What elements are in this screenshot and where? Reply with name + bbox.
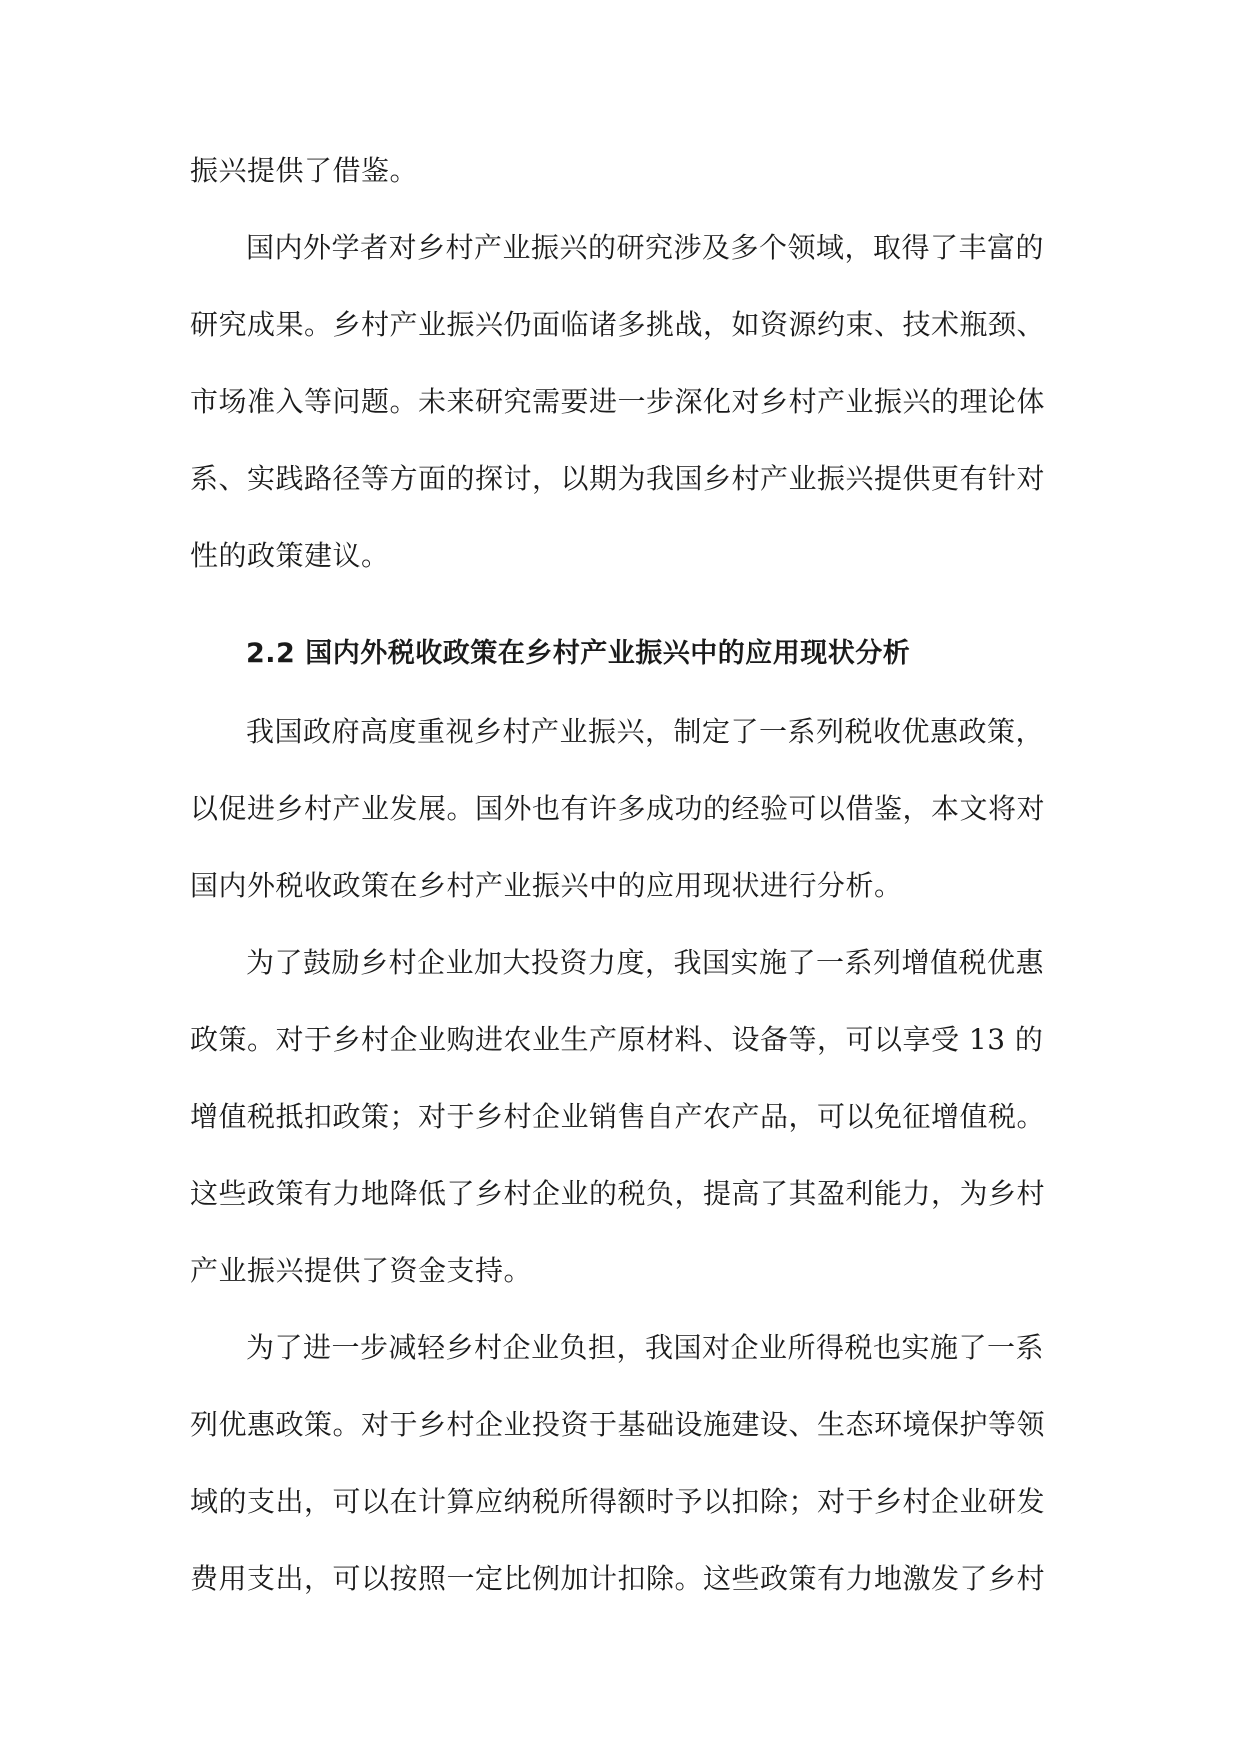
paragraph-first-line: 为了鼓励乡村企业加大投资力度，我国实施了一系列增值税优惠 [246, 946, 1045, 979]
paragraph-line: 以促进乡村产业发展。国外也有许多成功的经验可以借鉴，本文将对 [190, 792, 1046, 825]
paragraph-line: 产业振兴提供了资金支持。 [190, 1254, 533, 1287]
section-heading: 2.2 国内外税收政策在乡村产业振兴中的应用现状分析 [246, 638, 911, 669]
paragraph-line: 市场准入等问题。未来研究需要进一步深化对乡村产业振兴的理论体 [190, 385, 1046, 418]
paragraph-line: 列优惠政策。对于乡村企业投资于基础设施建设、生态环境保护等领 [190, 1408, 1046, 1441]
paragraph-first-line: 国内外学者对乡村产业振兴的研究涉及多个领域，取得了丰富的 [246, 231, 1045, 264]
paragraph-line: 振兴提供了借鉴。 [190, 154, 419, 187]
paragraph-line: 性的政策建议。 [190, 539, 390, 572]
paragraph-line: 增值税抵扣政策；对于乡村企业销售自产农产品，可以免征增值税。 [190, 1100, 1046, 1133]
paragraph-line: 系、实践路径等方面的探讨，以期为我国乡村产业振兴提供更有针对 [190, 462, 1046, 495]
paragraph-line: 费用支出，可以按照一定比例加计扣除。这些政策有力地激发了乡村 [190, 1562, 1046, 1595]
paragraph-first-line: 我国政府高度重视乡村产业振兴，制定了一系列税收优惠政策， [246, 715, 1045, 748]
paragraph-line: 政策。对于乡村企业购进农业生产原材料、设备等，可以享受 13 的 [190, 1023, 1044, 1056]
paragraph-line: 这些政策有力地降低了乡村企业的税负，提高了其盈利能力，为乡村 [190, 1177, 1046, 1210]
paragraph-line: 研究成果。乡村产业振兴仍面临诸多挑战，如资源约束、技术瓶颈、 [190, 308, 1046, 341]
paragraph-first-line: 为了进一步减轻乡村企业负担，我国对企业所得税也实施了一系 [246, 1331, 1045, 1364]
paragraph-line: 国内外税收政策在乡村产业振兴中的应用现状进行分析。 [190, 869, 903, 902]
paragraph-line: 域的支出，可以在计算应纳税所得额时予以扣除；对于乡村企业研发 [190, 1485, 1046, 1518]
